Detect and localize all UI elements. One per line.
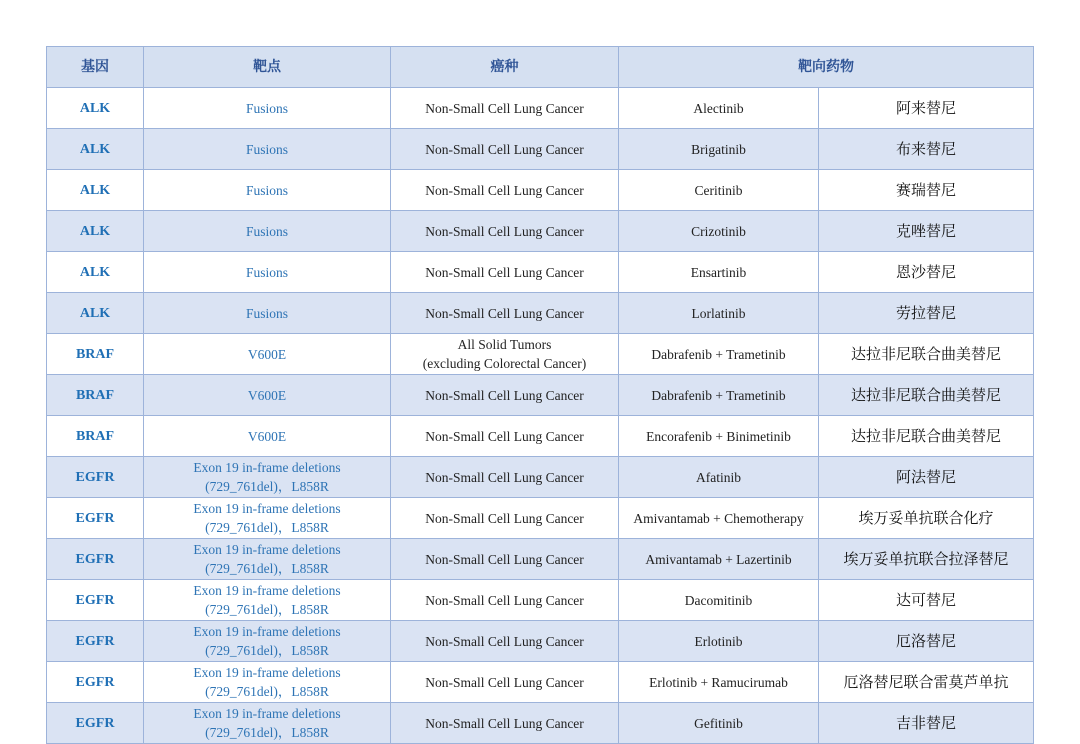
gene-cell-text: EGFR bbox=[75, 674, 115, 690]
header-gene: 基因 bbox=[47, 47, 144, 88]
drug-en-cell-text: Alectinib bbox=[693, 100, 744, 116]
drug-cn-cell bbox=[819, 170, 1034, 211]
drug-en-cell-text: Brigatinib bbox=[691, 141, 746, 157]
gene-cell-text: ALK bbox=[79, 223, 111, 239]
cancer-cell-text: Non-Small Cell Lung Cancer bbox=[425, 182, 584, 198]
drug-cn-cell bbox=[819, 621, 1034, 662]
cancer-cell bbox=[391, 375, 619, 416]
cancer-cell bbox=[391, 252, 619, 293]
cancer-cell-text: Non-Small Cell Lung Cancer bbox=[425, 469, 584, 485]
drug-cn-cell-text: 达拉非尼联合曲美替尼 bbox=[850, 344, 1001, 363]
drug-cn-cell bbox=[819, 334, 1034, 375]
target-cell-text: (729_761del)，L858R bbox=[205, 520, 329, 535]
target-cell-text: Fusions bbox=[245, 305, 289, 321]
gene-cell-text: EGFR bbox=[75, 469, 115, 485]
drug-en-cell-text: Dacomitinib bbox=[684, 592, 753, 608]
table-row bbox=[47, 416, 1034, 457]
drug-en-cell-text: Ensartinib bbox=[690, 264, 747, 280]
drug-cn-cell-text: 赛瑞替尼 bbox=[895, 180, 956, 199]
header-drug: 靶向药物 bbox=[619, 47, 1034, 88]
target-cell-text: V600E bbox=[247, 346, 287, 362]
target-cell-text: V600E bbox=[247, 387, 287, 403]
drug-cn-cell bbox=[819, 539, 1034, 580]
target-cell-text: Fusions bbox=[245, 141, 289, 157]
gene-cell bbox=[47, 375, 144, 416]
cancer-cell bbox=[391, 334, 619, 375]
drug-cn-cell bbox=[819, 88, 1034, 129]
drug-en-cell bbox=[619, 211, 819, 252]
cancer-cell-text: Non-Small Cell Lung Cancer bbox=[425, 387, 584, 403]
table-row bbox=[47, 170, 1034, 211]
drug-en-cell-text: Encorafenib + Binimetinib bbox=[646, 428, 791, 444]
gene-cell-text: EGFR bbox=[75, 633, 115, 649]
target-cell-text: Exon 19 in-frame deletions bbox=[193, 665, 341, 680]
drug-en-cell bbox=[619, 334, 819, 375]
drug-en-cell-text: Erlotinib bbox=[694, 633, 743, 649]
header-cancer: 癌种 bbox=[391, 47, 619, 88]
cancer-cell-text: Non-Small Cell Lung Cancer bbox=[425, 428, 584, 444]
cancer-cell bbox=[391, 457, 619, 498]
target-cell-text: Exon 19 in-frame deletions bbox=[193, 624, 341, 639]
drug-en-cell-text: Gefitinib bbox=[694, 715, 743, 731]
drug-en-cell bbox=[619, 703, 819, 744]
drug-en-cell bbox=[619, 580, 819, 621]
target-cell-text: Exon 19 in-frame deletions bbox=[193, 583, 341, 598]
gene-cell-text: EGFR bbox=[75, 510, 115, 526]
table-row bbox=[47, 252, 1034, 293]
gene-cell-text: EGFR bbox=[75, 592, 115, 608]
target-cell-text: Fusions bbox=[245, 223, 289, 239]
header-target: 靶点 bbox=[144, 47, 391, 88]
gene-cell-text: EGFR bbox=[75, 551, 115, 567]
gene-cell bbox=[47, 662, 144, 703]
cancer-cell bbox=[391, 703, 619, 744]
cancer-cell-text: Non-Small Cell Lung Cancer bbox=[425, 305, 584, 321]
gene-cell-text: ALK bbox=[79, 305, 111, 321]
target-cell-text: (729_761del)，L858R bbox=[205, 602, 329, 617]
gene-cell bbox=[47, 539, 144, 580]
drug-cn-cell-text: 恩沙替尼 bbox=[895, 262, 956, 281]
drug-en-cell-text: Erlotinib + Ramucirumab bbox=[649, 674, 788, 690]
drug-cn-cell-text: 厄洛替尼 bbox=[895, 631, 956, 650]
target-cell bbox=[144, 621, 391, 662]
target-cell bbox=[144, 88, 391, 129]
drug-en-cell-text: Dabrafenib + Trametinib bbox=[651, 346, 786, 362]
table-row bbox=[47, 375, 1034, 416]
drug-en-cell bbox=[619, 498, 819, 539]
target-cell-text: (729_761del)，L858R bbox=[205, 725, 329, 740]
cancer-cell bbox=[391, 88, 619, 129]
drug-cn-cell bbox=[819, 457, 1034, 498]
gene-cell bbox=[47, 293, 144, 334]
target-cell-text: Exon 19 in-frame deletions bbox=[193, 706, 341, 721]
drug-en-cell bbox=[619, 375, 819, 416]
target-cell-text: (729_761del)，L858R bbox=[205, 561, 329, 576]
drug-cn-cell bbox=[819, 703, 1034, 744]
drug-cn-cell-text: 吉非替尼 bbox=[895, 713, 956, 732]
target-cell bbox=[144, 416, 391, 457]
drug-cn-cell bbox=[819, 252, 1034, 293]
drug-en-cell bbox=[619, 252, 819, 293]
drug-cn-cell-text: 达可替尼 bbox=[895, 590, 956, 609]
gene-cell bbox=[47, 129, 144, 170]
drug-cn-cell bbox=[819, 498, 1034, 539]
target-cell bbox=[144, 703, 391, 744]
drug-cn-cell bbox=[819, 580, 1034, 621]
target-cell-text: Fusions bbox=[245, 182, 289, 198]
target-cell bbox=[144, 498, 391, 539]
drug-cn-cell-text: 布来替尼 bbox=[895, 139, 956, 158]
target-cell-text: (729_761del)，L858R bbox=[205, 684, 329, 699]
drug-cn-cell bbox=[819, 375, 1034, 416]
target-cell-text: (729_761del)，L858R bbox=[205, 479, 329, 494]
target-cell bbox=[144, 539, 391, 580]
drug-target-table bbox=[46, 46, 1034, 744]
table-row bbox=[47, 539, 1034, 580]
table-row bbox=[47, 498, 1034, 539]
table-row bbox=[47, 129, 1034, 170]
drug-cn-cell-text: 达拉非尼联合曲美替尼 bbox=[850, 426, 1001, 445]
drug-en-cell-text: Lorlatinib bbox=[691, 305, 746, 321]
cancer-cell bbox=[391, 498, 619, 539]
gene-cell-text: BRAF bbox=[75, 387, 115, 403]
cancer-cell bbox=[391, 211, 619, 252]
gene-cell bbox=[47, 170, 144, 211]
cancer-cell-text: (excluding Colorectal Cancer) bbox=[422, 356, 587, 371]
drug-cn-cell bbox=[819, 416, 1034, 457]
cancer-cell bbox=[391, 170, 619, 211]
cancer-cell-text: Non-Small Cell Lung Cancer bbox=[425, 674, 584, 690]
drug-en-cell-text: Afatinib bbox=[696, 469, 741, 485]
gene-cell bbox=[47, 703, 144, 744]
drug-en-cell bbox=[619, 539, 819, 580]
target-cell-text: Fusions bbox=[245, 264, 289, 280]
drug-cn-cell-text: 达拉非尼联合曲美替尼 bbox=[850, 385, 1001, 404]
drug-cn-cell-text: 克唑替尼 bbox=[895, 221, 956, 240]
drug-cn-cell bbox=[819, 211, 1034, 252]
gene-cell bbox=[47, 580, 144, 621]
drug-en-cell-text: Amivantamab + Lazertinib bbox=[645, 551, 792, 567]
cancer-cell bbox=[391, 662, 619, 703]
drug-cn-cell-text: 厄洛替尼联合雷莫芦单抗 bbox=[843, 672, 1009, 691]
target-cell bbox=[144, 457, 391, 498]
gene-cell bbox=[47, 457, 144, 498]
target-cell-text: (729_761del)，L858R bbox=[205, 643, 329, 658]
cancer-cell-text: Non-Small Cell Lung Cancer bbox=[425, 141, 584, 157]
target-cell bbox=[144, 375, 391, 416]
cancer-cell-text: All Solid Tumors bbox=[457, 337, 552, 352]
table-row bbox=[47, 211, 1034, 252]
gene-cell-text: ALK bbox=[79, 141, 111, 157]
target-cell bbox=[144, 334, 391, 375]
drug-cn-cell bbox=[819, 662, 1034, 703]
cancer-cell-text: Non-Small Cell Lung Cancer bbox=[425, 100, 584, 116]
cancer-cell-text: Non-Small Cell Lung Cancer bbox=[425, 223, 584, 239]
cancer-cell bbox=[391, 129, 619, 170]
gene-cell-text: EGFR bbox=[75, 715, 115, 731]
gene-cell-text: ALK bbox=[79, 264, 111, 280]
gene-cell-text: ALK bbox=[79, 182, 111, 198]
table-row bbox=[47, 703, 1034, 744]
table-row bbox=[47, 88, 1034, 129]
gene-cell bbox=[47, 621, 144, 662]
drug-en-cell-text: Ceritinib bbox=[694, 182, 743, 198]
drug-cn-cell-text: 阿法替尼 bbox=[895, 467, 956, 486]
table-header-row bbox=[47, 47, 1034, 88]
drug-cn-cell bbox=[819, 293, 1034, 334]
table-row bbox=[47, 580, 1034, 621]
gene-cell bbox=[47, 416, 144, 457]
drug-cn-cell-text: 阿来替尼 bbox=[895, 98, 956, 117]
drug-en-cell bbox=[619, 457, 819, 498]
drug-en-cell-text: Amivantamab + Chemotherapy bbox=[633, 510, 804, 526]
cancer-cell-text: Non-Small Cell Lung Cancer bbox=[425, 510, 584, 526]
drug-cn-cell-text: 劳拉替尼 bbox=[895, 303, 956, 322]
cancer-cell-text: Non-Small Cell Lung Cancer bbox=[425, 551, 584, 567]
drug-en-cell-text: Dabrafenib + Trametinib bbox=[651, 387, 786, 403]
target-cell-text: Exon 19 in-frame deletions bbox=[193, 460, 341, 475]
table-row bbox=[47, 293, 1034, 334]
target-cell-text: Fusions bbox=[245, 100, 289, 116]
drug-en-cell bbox=[619, 88, 819, 129]
cancer-cell bbox=[391, 293, 619, 334]
cancer-cell bbox=[391, 539, 619, 580]
target-cell bbox=[144, 662, 391, 703]
table-row bbox=[47, 334, 1034, 375]
table-body bbox=[47, 88, 1034, 744]
drug-en-cell-text: Crizotinib bbox=[691, 223, 746, 239]
drug-en-cell bbox=[619, 416, 819, 457]
drug-en-cell bbox=[619, 170, 819, 211]
cancer-cell bbox=[391, 416, 619, 457]
gene-cell-text: BRAF bbox=[75, 428, 115, 444]
gene-cell-text: ALK bbox=[79, 100, 111, 116]
table-row bbox=[47, 621, 1034, 662]
cancer-cell bbox=[391, 580, 619, 621]
gene-cell-text: BRAF bbox=[75, 346, 115, 362]
drug-en-cell bbox=[619, 129, 819, 170]
gene-cell bbox=[47, 334, 144, 375]
gene-cell bbox=[47, 211, 144, 252]
target-cell bbox=[144, 252, 391, 293]
target-cell bbox=[144, 170, 391, 211]
drug-en-cell bbox=[619, 293, 819, 334]
drug-en-cell bbox=[619, 662, 819, 703]
cancer-cell-text: Non-Small Cell Lung Cancer bbox=[425, 633, 584, 649]
gene-cell bbox=[47, 498, 144, 539]
cancer-cell bbox=[391, 621, 619, 662]
target-cell-text: V600E bbox=[247, 428, 287, 444]
target-cell bbox=[144, 129, 391, 170]
target-cell-text: Exon 19 in-frame deletions bbox=[193, 542, 341, 557]
drug-en-cell bbox=[619, 621, 819, 662]
target-cell bbox=[144, 211, 391, 252]
drug-cn-cell bbox=[819, 129, 1034, 170]
table-row bbox=[47, 662, 1034, 703]
gene-cell bbox=[47, 88, 144, 129]
cancer-cell-text: Non-Small Cell Lung Cancer bbox=[425, 715, 584, 731]
drug-cn-cell-text: 埃万妥单抗联合拉泽替尼 bbox=[843, 549, 1009, 568]
cancer-cell-text: Non-Small Cell Lung Cancer bbox=[425, 264, 584, 280]
gene-cell bbox=[47, 252, 144, 293]
drug-cn-cell-text: 埃万妥单抗联合化疗 bbox=[858, 508, 994, 527]
target-cell bbox=[144, 580, 391, 621]
table-row bbox=[47, 457, 1034, 498]
cancer-cell-text: Non-Small Cell Lung Cancer bbox=[425, 592, 584, 608]
target-cell bbox=[144, 293, 391, 334]
target-cell-text: Exon 19 in-frame deletions bbox=[193, 501, 341, 516]
